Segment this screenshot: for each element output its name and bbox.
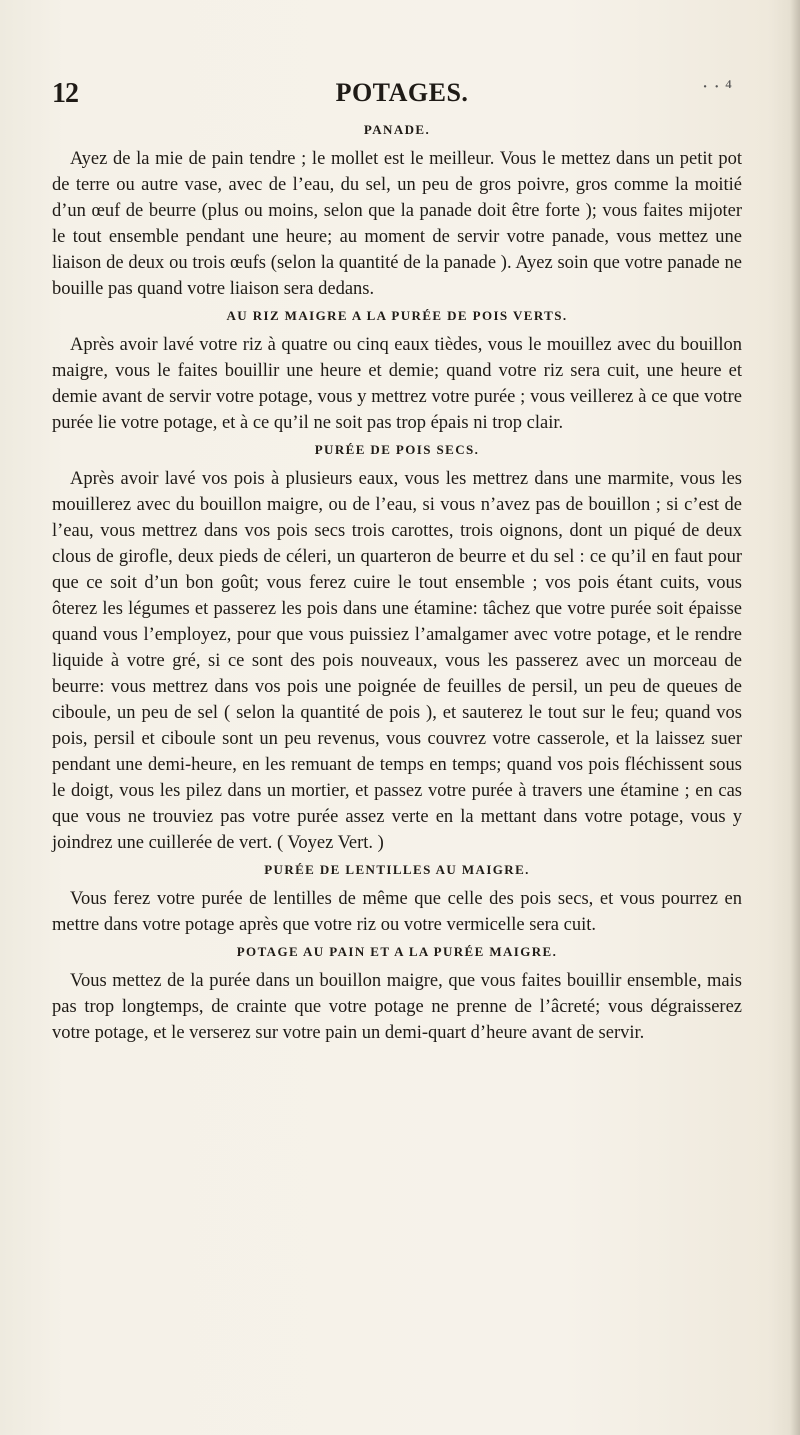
page-content <box>52 118 742 1052</box>
page-number: 12 <box>52 78 78 109</box>
section-text-riz-maigre: Après avoir lavé votre riz à quatre ou cinq eaux tièdes, vous le mouillez avec du bouillon maigre, vous le faites bouillir une heure et demie; quand votre riz sera cuit, une heure et demie avant de servir votre potage, vous y mettrez votre purée ; vous veillerez à ce que votre purée lie votre potage, et à ce qu’il ne soit pas trop épais ni trop clair. <box>52 335 742 433</box>
section-heading-panade: PANADE. <box>363 122 431 137</box>
page-edge-shadow <box>790 0 800 1435</box>
section-text-potage-pain: Vous mettez de la purée dans un bouillon maigre, que vous faites bouillir ensemble, mais pas trop longtemps, de crainte que votre potage ne prenne de l’âcreté; vous dégraisserez votre potage, et le verserez sur votre pain un demi-quart d’heure avant de servir. <box>52 971 742 1043</box>
page-header <box>52 76 752 112</box>
section-heading-potage-pain: POTAGE AU PAIN ET A LA PURÉE MAIGRE. <box>236 944 558 959</box>
header-mark: · · ⁴ <box>701 76 732 98</box>
section-heading-puree-lentilles: PURÉE DE LENTILLES AU MAIGRE. <box>264 862 530 877</box>
section-heading-puree-pois-secs: PURÉE DE POIS SECS. <box>314 442 480 457</box>
section-text-puree-pois-secs: Après avoir lavé vos pois à plusieurs eaux, vous les mettrez dans une marmite, vous les mouillerez avec du bouillon maigre, ou de l’eau, si vous n’avez pas de bouillon ; si c’est de l’eau, vous mettrez dans vos pois secs trois carottes, trois oignons, dont un piqué de deux clous de girofle, deux pieds de céleri, un quarteron de beurre et du sel : ce qu’il en faut pour que ce soit d’un bon goût; vous ferez cuire le tout ensemble ; vos pois étant cuits, vous ôterez les légumes et passerez les pois dans une étamine: tâchez que votre purée soit épaisse quand vous l’employez, pour que vous puissiez l’amalgamer avec votre potage, et le rendre liquide à votre gré, si ce sont des pois nouveaux, vous les passerez avec un morceau de beurre: vous mettrez dans vos pois une poignée de feuilles de persil, un peu de queues de ciboule, un peu de sel ( selon la quantité de pois ), et sauterez le tout sur le feu; quand vos pois, persil et ciboule sont un peu revenus, vous couvrez votre casserole, et la laissez suer pendant une demi-heure, en les remuant de temps en temps; quand vos pois fléchissent sous le doigt, vous les pilez dans un mortier, et passez votre purée à travers une étamine ; en cas que vous ne trouviez pas votre purée assez verte en la mettant dans votre potage, vous y joindrez une cuillerée de vert. ( Voyez Vert. ) <box>52 469 742 853</box>
running-title: POTAGES. <box>335 78 469 107</box>
section-text-panade: Ayez de la mie de pain tendre ; le mollet est le meilleur. Vous le mettez dans un petit pot de terre ou autre vase, avec de l’eau, du sel, un peu de gros poivre, gros comme la moitié d’un œuf de beurre (plus ou moins, selon que la panade doit être forte ); vous faites mijoter le tout ensemble pendant une heure; au moment de servir votre panade, vous mettez une liaison de deux ou trois œufs (selon la quantité de la panade ). Ayez soin que votre panade ne bouille pas quand votre liaison sera dedans. <box>52 149 742 299</box>
section-text-puree-lentilles: Vous ferez votre purée de lentilles de même que celle des pois secs, et vous pourrez en mettre dans votre potage après que votre riz ou votre vermicelle sera cuit. <box>52 889 742 935</box>
section-heading-riz-maigre: AU RIZ MAIGRE A LA PURÉE DE POIS VERTS. <box>226 308 568 323</box>
